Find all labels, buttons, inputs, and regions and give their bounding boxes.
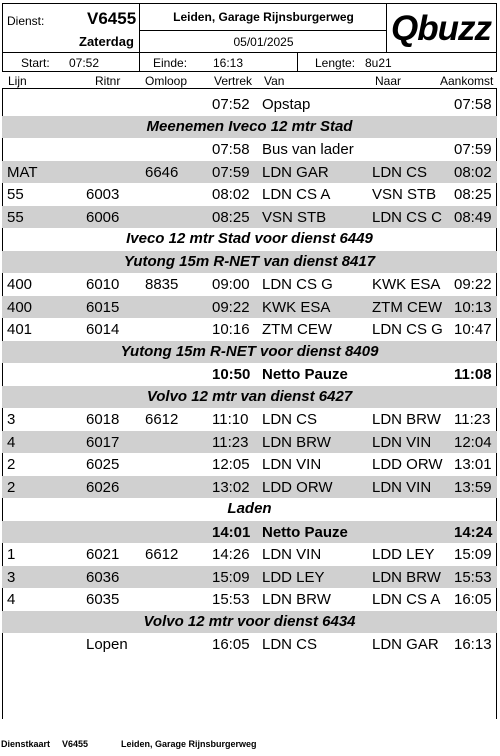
footer-location: Leiden, Garage Rijnsburgerweg (121, 739, 257, 749)
col-naar: Naar (375, 74, 402, 88)
col-ritnr: Ritnr (95, 74, 121, 88)
cell-aankomst: 07:58 (454, 96, 492, 113)
cell-aankomst: 10:47 (454, 321, 492, 338)
table-row (2, 453, 497, 475)
cell-ritnr: 6021 (86, 546, 120, 563)
cell-aankomst: 09:22 (454, 276, 492, 293)
cell-ritnr: 6010 (86, 276, 120, 293)
cell-naar: ZTM CEW (372, 298, 442, 316)
cell-aankomst: 11:23 (454, 411, 491, 428)
lengte-value: 8u21 (365, 56, 392, 70)
cell-van: LDN CS A (262, 186, 331, 203)
cell-ritnr: 6006 (86, 208, 120, 226)
cell-naar: LDN GAR (372, 636, 439, 653)
col-vertrek: Vertrek (214, 74, 253, 88)
cell-vertrek: 15:53 (212, 591, 250, 608)
cell-vertrek: 16:05 (212, 636, 250, 653)
cell-naar: KWK ESA (372, 276, 441, 293)
cell-aankomst: 16:05 (454, 591, 492, 608)
table-row (2, 318, 497, 340)
cell-omloop: 6646 (145, 163, 179, 181)
cell-aankomst: 08:02 (454, 163, 492, 181)
cell-lijn: 2 (7, 456, 16, 473)
lengte-label: Lengte: (315, 56, 356, 70)
cell-aankomst: 15:09 (454, 546, 492, 563)
table-row (2, 543, 497, 565)
cell-van: VSN STB (262, 208, 327, 226)
cell-lijn: 4 (7, 591, 16, 608)
table-row (2, 138, 497, 160)
cell-van: LDN BRW (262, 433, 331, 451)
cell-ritnr: 6035 (86, 591, 120, 608)
cell-lijn: 400 (7, 276, 33, 293)
cell-aankomst: 11:08 (454, 366, 492, 383)
cell-lijn: MAT (7, 163, 38, 181)
cell-vertrek: 13:02 (212, 478, 250, 496)
cell-aankomst: 14:24 (454, 523, 493, 541)
cell-omloop: 6612 (145, 546, 179, 563)
cell-naar: LDN BRW (372, 411, 441, 428)
cell-ritnr: 6036 (86, 568, 120, 586)
cell-naar: LDN CS C (372, 208, 443, 226)
cell-aankomst: 08:49 (454, 208, 492, 226)
footer-code: V6455 (62, 739, 89, 749)
cell-ritnr: 6015 (86, 298, 120, 316)
table-row (2, 566, 497, 588)
location-label: Leiden, Garage Rijnsburgerweg (173, 10, 354, 24)
section-header: Laden (227, 500, 272, 517)
cell-naar: LDN CS A (372, 591, 441, 608)
cell-vertrek: 09:00 (212, 276, 250, 293)
cell-aankomst: 15:53 (454, 568, 492, 586)
cell-naar: LDD ORW (372, 456, 443, 473)
cell-aankomst: 13:59 (454, 478, 492, 496)
cell-aankomst: 13:01 (454, 456, 492, 473)
table-row (2, 476, 497, 498)
cell-naar: VSN STB (372, 186, 437, 203)
cell-lijn: 400 (7, 298, 33, 316)
cell-lijn: 55 (7, 208, 24, 226)
cell-lijn: 2 (7, 478, 16, 496)
cell-van: LDN CS (262, 411, 318, 428)
cell-vertrek: 14:01 (212, 523, 251, 541)
dienst-label: Dienst: (7, 14, 45, 28)
cell-naar: LDN CS G (372, 321, 443, 338)
col-omloop: Omloop (145, 74, 188, 88)
cell-naar: LDN BRW (372, 568, 441, 586)
cell-lijn: 1 (7, 546, 16, 563)
cell-lijn: 3 (7, 568, 16, 586)
cell-van: LDN GAR (262, 163, 329, 181)
col-lijn: Lijn (8, 74, 27, 88)
cell-vertrek: 09:22 (212, 298, 250, 316)
cell-vertrek: 15:09 (212, 568, 250, 586)
cell-lijn: 55 (7, 186, 24, 203)
einde-time: 16:13 (213, 56, 244, 70)
footer-label: Dienstkaart (1, 739, 51, 749)
cell-van: Bus van lader (262, 141, 354, 158)
table-row (2, 588, 497, 610)
table-row (2, 408, 497, 430)
cell-omloop: 6612 (145, 411, 179, 428)
cell-van: LDN CS (262, 636, 318, 653)
table-row (2, 521, 497, 543)
cell-ritnr: 6026 (86, 478, 120, 496)
cell-naar: LDN VIN (372, 478, 432, 496)
column-headers (2, 72, 497, 89)
cell-van: KWK ESA (262, 298, 331, 316)
table-row (2, 431, 497, 453)
table-row (2, 633, 497, 655)
cell-van: Netto Pauze (262, 523, 348, 541)
cell-vertrek: 07:59 (212, 163, 250, 181)
cell-ritnr: Lopen (86, 636, 128, 653)
cell-van: ZTM CEW (262, 321, 332, 338)
cell-aankomst: 12:04 (454, 433, 492, 451)
cell-van: LDN CS G (262, 276, 333, 293)
cell-aankomst: 07:59 (454, 141, 492, 158)
section-header: Volvo 12 mtr voor dienst 6434 (2, 611, 497, 633)
table-row (2, 363, 497, 385)
cell-van: LDN BRW (262, 591, 331, 608)
start-label: Start: (21, 56, 50, 70)
start-time: 07:52 (69, 56, 100, 70)
qbuzz-logo: Qbuzz (391, 9, 491, 48)
cell-naar: LDN VIN (372, 433, 432, 451)
cell-ritnr: 6003 (86, 186, 120, 203)
table-row (2, 206, 497, 228)
cell-vertrek: 07:52 (212, 96, 250, 113)
cell-van: LDD ORW (262, 478, 333, 496)
cell-vertrek: 12:05 (212, 456, 250, 473)
cell-vertrek: 11:23 (212, 433, 249, 451)
section-header: Volvo 12 mtr van dienst 6427 (2, 386, 497, 408)
header-box (2, 3, 497, 53)
section-header: Iveco 12 mtr Stad voor dienst 6449 (126, 230, 373, 247)
cell-aankomst: 10:13 (454, 298, 492, 316)
dienst-code: V6455 (87, 9, 137, 28)
date-label: 05/01/2025 (233, 35, 294, 49)
cell-naar: LDN CS (372, 163, 428, 181)
cell-aankomst: 08:25 (454, 186, 492, 203)
cell-lijn: 4 (7, 433, 16, 451)
cell-vertrek: 14:26 (212, 546, 250, 563)
section-header: Yutong 15m R-NET van dienst 8417 (2, 251, 497, 273)
cell-vertrek: 10:16 (212, 321, 250, 338)
col-aankomst: Aankomst (440, 74, 494, 88)
header-divider-horizontal (140, 30, 387, 31)
cell-ritnr: 6018 (86, 411, 120, 428)
cell-van: LDD LEY (262, 568, 325, 586)
cell-vertrek: 11:10 (212, 411, 249, 428)
cell-vertrek: 10:50 (212, 366, 251, 383)
day-label: Zaterdag (79, 34, 134, 49)
table-row (2, 161, 497, 183)
cell-lijn: 3 (7, 411, 16, 428)
cell-naar: LDD LEY (372, 546, 435, 563)
table-row (2, 296, 497, 318)
table-row (2, 183, 497, 205)
cell-van: Netto Pauze (262, 366, 348, 383)
cell-vertrek: 08:02 (212, 186, 250, 203)
cell-vertrek: 08:25 (212, 208, 250, 226)
col-van: Van (264, 74, 285, 88)
cell-aankomst: 16:13 (454, 636, 492, 653)
cell-van: LDN VIN (262, 546, 322, 563)
cell-ritnr: 6014 (86, 321, 120, 338)
table-row (2, 93, 497, 115)
shift-info-bar (2, 53, 497, 72)
cell-van: LDN VIN (262, 456, 322, 473)
einde-label: Einde: (153, 56, 188, 70)
cell-ritnr: 6017 (86, 433, 120, 451)
section-header: Yutong 15m R-NET voor dienst 8409 (2, 341, 497, 363)
cell-vertrek: 07:58 (212, 141, 250, 158)
cell-omloop: 8835 (145, 276, 179, 293)
cell-van: Opstap (262, 96, 311, 113)
section-header: Meenemen Iveco 12 mtr Stad (2, 116, 497, 138)
cell-ritnr: 6025 (86, 456, 120, 473)
cell-lijn: 401 (7, 321, 33, 338)
table-row (2, 273, 497, 295)
